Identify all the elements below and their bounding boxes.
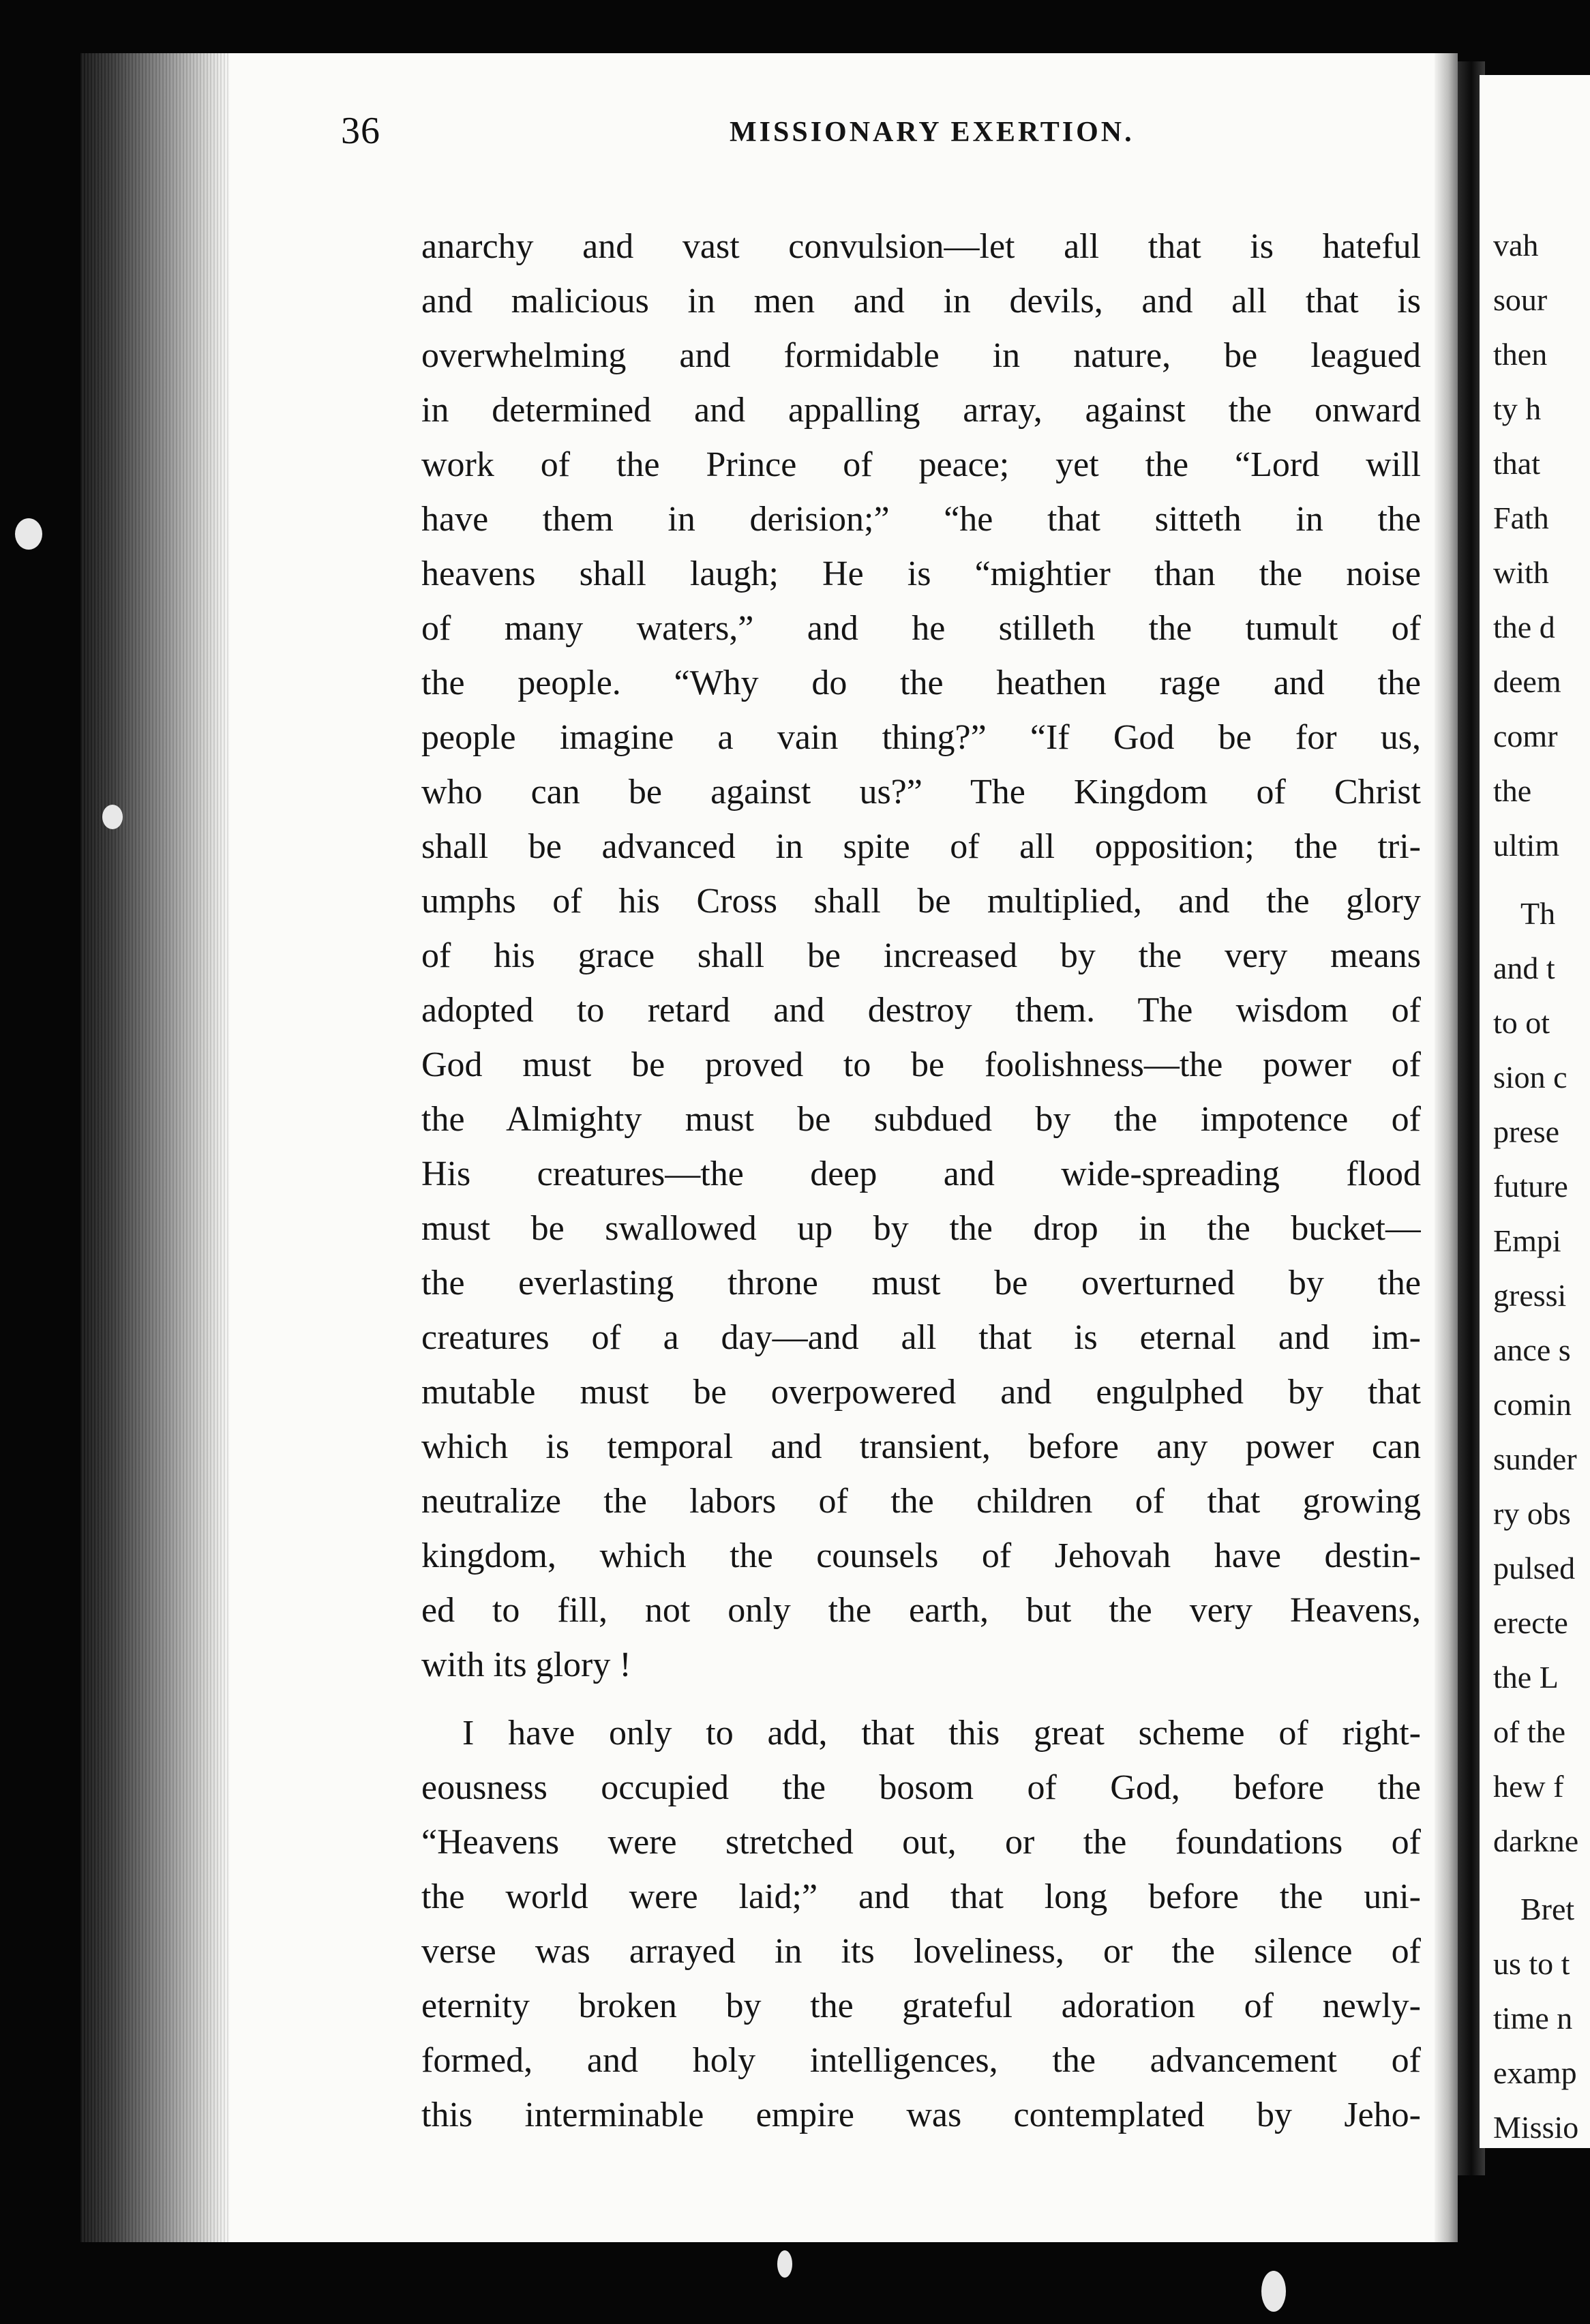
- facing-line: erecte: [1493, 1605, 1568, 1640]
- facing-line: the: [1493, 773, 1532, 808]
- text-line: ed to fill, not only the earth, but the very Heavens,: [421, 1591, 1421, 1630]
- text-line: have them in derision;” “he that sitteth in the: [421, 500, 1421, 539]
- text-line: His creatures—the deep and wide-spreading flood: [421, 1154, 1421, 1193]
- facing-line: with: [1493, 555, 1549, 590]
- dust-speck: [1261, 2271, 1286, 2312]
- text-line: the people. “Why do the heathen rage and the: [421, 664, 1421, 702]
- text-line: shall be advanced in spite of all opposition; the tri-: [421, 827, 1421, 866]
- text-line: eousness occupied the bosom of God, before the: [421, 1768, 1421, 1807]
- facing-line: deem: [1493, 664, 1561, 699]
- facing-line: gressi: [1493, 1278, 1567, 1313]
- facing-line: of the: [1493, 1714, 1566, 1749]
- facing-line: comin: [1493, 1387, 1572, 1422]
- text-line: adopted to retard and destroy them. The wisdom of: [421, 991, 1421, 1030]
- text-line: of his grace shall be increased by the very means: [421, 936, 1421, 975]
- text-line: people imagine a vain thing?” “If God be for us,: [421, 718, 1421, 757]
- text-line: anarchy and vast convulsion—let all that is hateful: [421, 227, 1421, 266]
- paragraph-break: [421, 1693, 1421, 1706]
- facing-line: ance s: [1493, 1332, 1571, 1367]
- facing-line: ultim: [1493, 828, 1560, 863]
- text-line: I have only to add, that this great scheme of right-: [462, 1714, 1421, 1753]
- text-line: God must be proved to be foolishness—the power of: [421, 1045, 1421, 1084]
- text-line: must be swallowed up by the drop in the bucket—: [421, 1209, 1421, 1248]
- text-line: and malicious in men and in devils, and all that is: [421, 282, 1421, 321]
- paragraph-break: [1493, 1868, 1590, 1882]
- text-line: neutralize the labors of the children of that growing: [421, 1482, 1421, 1521]
- facing-line: the L: [1493, 1660, 1559, 1695]
- text-line: creatures of a day—and all that is eternal and im-: [421, 1318, 1421, 1357]
- facing-line: hew f: [1493, 1769, 1564, 1804]
- facing-line: sion c: [1493, 1060, 1567, 1094]
- text-line: who can be against us?” The Kingdom of Christ: [421, 773, 1421, 811]
- text-line: kingdom, which the counsels of Jehovah have destin-: [421, 1536, 1421, 1575]
- facing-page: [1480, 75, 1590, 2148]
- text-line: work of the Prince of peace; yet the “Lord will: [421, 445, 1421, 484]
- page-number: 36: [341, 110, 380, 152]
- text-line: with its glory !: [421, 1645, 631, 1684]
- text-line: mutable must be overpowered and engulphed by that: [421, 1373, 1421, 1412]
- facing-line: Bret: [1520, 1892, 1575, 1926]
- facing-line: ty h: [1493, 391, 1542, 426]
- text-line: overwhelming and formidable in nature, be leagued: [421, 336, 1421, 375]
- facing-line: to ot: [1493, 1005, 1550, 1040]
- text-line: formed, and holy intelligences, the advancement of: [421, 2041, 1421, 2080]
- facing-line: Empi: [1493, 1223, 1561, 1258]
- text-line: heavens shall laugh; He is “mightier than the noise: [421, 554, 1421, 593]
- page-edge: [1435, 53, 1458, 2242]
- text-line: the Almighty must be subdued by the impotence of: [421, 1100, 1421, 1139]
- dust-speck: [777, 2250, 792, 2278]
- dust-speck: [15, 518, 42, 550]
- facing-line: Missio: [1493, 2110, 1579, 2145]
- facing-line: vah: [1493, 228, 1539, 263]
- text-line: verse was arrayed in its loveliness, or the silence of: [421, 1932, 1421, 1971]
- facing-line: Th: [1520, 896, 1556, 931]
- dust-speck: [102, 805, 123, 829]
- text-line: this interminable empire was contemplated by Jeho-: [421, 2096, 1421, 2134]
- facing-line: future: [1493, 1169, 1568, 1204]
- facing-line: us to t: [1493, 1946, 1570, 1981]
- facing-line: ry obs: [1493, 1496, 1571, 1531]
- facing-line: examp: [1493, 2055, 1577, 2090]
- facing-line: sunder: [1493, 1442, 1577, 1476]
- facing-line: then: [1493, 337, 1548, 372]
- facing-line: pulsed: [1493, 1551, 1576, 1585]
- facing-line: time n: [1493, 2001, 1573, 2036]
- text-line: the everlasting throne must be overturned by the: [421, 1264, 1421, 1302]
- facing-line: comr: [1493, 719, 1558, 754]
- body-text: [421, 220, 1421, 2143]
- text-line: umphs of his Cross shall be multiplied, and the glory: [421, 882, 1421, 921]
- text-line: which is temporal and transient, before any power can: [421, 1427, 1421, 1466]
- facing-line: darkne: [1493, 1823, 1579, 1858]
- text-line: in determined and appalling array, against the onward: [421, 391, 1421, 430]
- paragraph-break: [1493, 873, 1590, 887]
- facing-line: Fath: [1493, 501, 1549, 535]
- facing-line: and t: [1493, 951, 1555, 985]
- facing-line: that: [1493, 446, 1540, 481]
- book-gutter: [80, 53, 230, 2242]
- text-line: the world were laid;” and that long before the uni-: [421, 1877, 1421, 1916]
- running-title: MISSIONARY EXERTION.: [730, 117, 1135, 148]
- text-line: eternity broken by the grateful adoration of newly-: [421, 1986, 1421, 2025]
- facing-line: the d: [1493, 610, 1555, 644]
- facing-line: sour: [1493, 282, 1548, 317]
- facing-line: prese: [1493, 1114, 1560, 1149]
- text-line: of many waters,” and he stilleth the tumult of: [421, 609, 1421, 648]
- facing-page-text: [1493, 218, 1590, 2148]
- text-line: “Heavens were stretched out, or the foundations of: [421, 1823, 1421, 1862]
